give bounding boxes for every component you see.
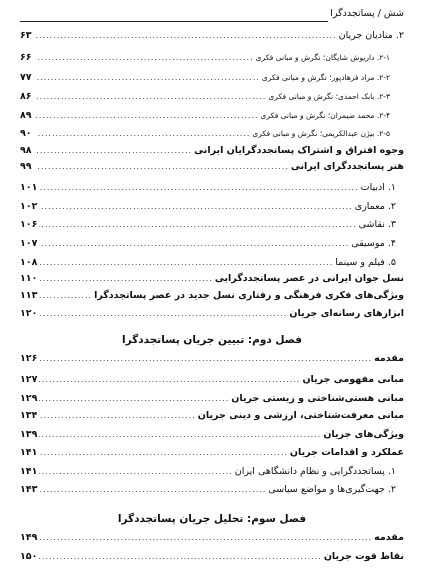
leader-dots xyxy=(36,51,254,65)
toc-entry[interactable] xyxy=(20,90,404,104)
toc-entry-page: ۹۸ xyxy=(20,145,32,156)
toc-entry-title: ۲. جهت‌گیری‌ها و مواضع سیاسی xyxy=(268,484,396,495)
toc-entry[interactable] xyxy=(20,289,404,303)
toc-entry[interactable] xyxy=(20,550,404,564)
leader-dots xyxy=(39,352,372,366)
toc-entry-title: ۲-۳. بابک احمدی؛ نگرش و مبانی فکری xyxy=(268,92,390,101)
toc-entry-page: ۱۲۰ xyxy=(20,308,38,319)
toc-entry-title: وجوه افتراق و اشتراک پساتجددگرایان ایرانی xyxy=(194,145,404,156)
toc-entry-page: ۱۱۰ xyxy=(20,273,38,284)
leader-dots xyxy=(39,237,349,251)
toc-entry-title: ۱. پساتجددگرایی و نظام دانشگاهی ایران xyxy=(234,466,396,477)
leader-dots xyxy=(36,160,289,174)
chapter-heading: فصل دوم: تبیین جریان پساتجددگرا xyxy=(122,334,302,346)
toc-entry-title: نقاط قوت جریان xyxy=(323,551,404,562)
toc-entry[interactable] xyxy=(20,256,404,270)
toc-entry-page: ۱۲۹ xyxy=(20,393,38,404)
leader-dots xyxy=(39,483,266,497)
toc-entry-title: عملکرد و اقدامات جریان xyxy=(289,447,404,458)
toc-entry-page: ۶۶ xyxy=(20,52,32,63)
toc-entry[interactable] xyxy=(20,531,404,545)
toc-entry[interactable] xyxy=(20,392,404,406)
leader-dots xyxy=(39,428,321,442)
toc-entry-title: ابزارهای رسانه‌ای جریان xyxy=(289,308,404,319)
toc-entry[interactable] xyxy=(20,465,404,479)
toc-entry-title: ۴. موسیقی xyxy=(351,238,396,249)
running-header-text: شش / پساتجددگرا xyxy=(330,8,404,19)
toc-entry-title: ۲. معماری xyxy=(354,201,396,212)
toc-entry[interactable] xyxy=(20,218,404,232)
leader-dots xyxy=(39,531,372,545)
leader-dots xyxy=(36,90,266,104)
toc-entry-page: ۹۰ xyxy=(20,128,32,139)
toc-entry-page: ۶۳ xyxy=(20,30,32,41)
leader-dots xyxy=(36,127,250,141)
header-rule xyxy=(20,10,328,22)
toc-entry-title: ۳. نقاشی xyxy=(358,219,396,230)
leader-dots xyxy=(39,272,212,286)
toc-entry-page: ۱۵۰ xyxy=(20,551,38,562)
toc-entry[interactable] xyxy=(20,352,404,366)
toc-entry[interactable] xyxy=(20,307,404,321)
toc-entry[interactable] xyxy=(20,109,404,123)
toc-entry-title: مبانی معرفت‌شناختی، ارزشی و دینی جریان xyxy=(197,410,404,421)
toc-entry[interactable] xyxy=(20,144,404,158)
toc-entry-title: نسل جوان ایرانی در عصر پساتجددگرایی xyxy=(214,273,404,284)
toc-entry-page: ۸۹ xyxy=(20,110,32,121)
leader-dots xyxy=(36,29,337,43)
toc-entry-title: مقدمه xyxy=(374,353,404,364)
toc-entry[interactable] xyxy=(20,446,404,460)
toc-entry-title: ۲-۵. بیژن عبدالکریمی؛ نگرش و مبانی فکری xyxy=(252,129,390,138)
toc-entry[interactable] xyxy=(20,200,404,214)
toc-entry-page: ۱۰۲ xyxy=(20,201,38,212)
toc-entry-page: ۱۴۱ xyxy=(20,466,38,477)
leader-dots xyxy=(36,144,192,158)
toc-entry[interactable] xyxy=(20,181,404,195)
toc-entry-page: ۱۱۳ xyxy=(20,290,38,301)
toc-entry[interactable] xyxy=(20,237,404,251)
toc-entry-page: ۱۲۶ xyxy=(20,353,38,364)
toc-entry[interactable] xyxy=(20,373,404,387)
leader-dots xyxy=(36,109,259,123)
leader-dots xyxy=(39,307,287,321)
toc-entry-page: ۹۹ xyxy=(20,161,32,172)
leader-dots xyxy=(39,289,92,303)
toc-entry-page: ۱۰۸ xyxy=(20,257,38,268)
toc-entry-page: ۱۴۱ xyxy=(20,447,38,458)
leader-dots xyxy=(39,256,333,270)
leader-dots xyxy=(39,550,321,564)
toc-entry-page: ۱۰۱ xyxy=(20,182,38,193)
toc-entry-title: ویژگی‌های جریان xyxy=(323,429,404,440)
toc-entry-title: ۲. منادیان جریان xyxy=(338,30,404,41)
toc-entry[interactable] xyxy=(20,160,404,174)
toc-entry-page: ۷۷ xyxy=(20,72,32,83)
leader-dots xyxy=(39,392,229,406)
toc-entry-page: ۱۳۴ xyxy=(20,410,38,421)
leader-dots xyxy=(39,181,358,195)
toc-entry[interactable] xyxy=(20,127,404,141)
leader-dots xyxy=(39,465,232,479)
toc-entry[interactable] xyxy=(20,483,404,497)
leader-dots xyxy=(39,200,352,214)
toc-entry[interactable] xyxy=(20,409,404,423)
leader-dots xyxy=(39,409,195,423)
toc-entry-page: ۱۰۷ xyxy=(20,238,38,249)
toc-entry[interactable] xyxy=(20,428,404,442)
toc-entry-title: ۱. ادبیات xyxy=(360,182,396,193)
toc-entry[interactable] xyxy=(20,51,404,65)
leader-dots xyxy=(39,218,356,232)
toc-entry-title: ویژگی‌های فکری فرهنگی و رفتاری نسل جدید در عصر پساتجددگرا xyxy=(94,290,404,301)
toc-entry-title: ۲-۱. داریوش شایگان؛ نگرش و مبانی فکری xyxy=(255,53,390,62)
toc-entry-page: ۸۶ xyxy=(20,91,32,102)
toc-entry-page: ۱۴۳ xyxy=(20,484,38,495)
toc-entry-page: ۱۲۷ xyxy=(20,374,38,385)
toc-entry-title: مبانی هستی‌شناختی و زیستی جریان xyxy=(231,393,404,404)
leader-dots xyxy=(39,446,288,460)
toc-entry-page: ۱۴۹ xyxy=(20,532,38,543)
toc-entry-page: ۱۰۶ xyxy=(20,219,38,230)
toc-entry-title: مقدمه xyxy=(374,532,404,543)
toc-entry-title: هنر پساتجددگرای ایرانی xyxy=(290,161,404,172)
toc-entry-page: ۱۳۹ xyxy=(20,429,38,440)
toc-entry[interactable] xyxy=(20,71,404,85)
leader-dots xyxy=(36,71,260,85)
chapter-heading: فصل سوم: تحلیل جریان پساتجددگرا xyxy=(117,513,307,525)
leader-dots xyxy=(39,373,300,387)
toc-entry[interactable] xyxy=(20,29,404,43)
toc-entry-title: ۲-۲. مراد فرهادپور؛ نگرش و مبانی فکری xyxy=(261,73,390,82)
toc-entry-title: ۲-۴. محمد ضیمران؛ نگرش و مبانی فکری xyxy=(260,111,390,120)
toc-entry-title: ۵. فیلم و سینما xyxy=(335,257,396,268)
toc-entry[interactable] xyxy=(20,272,404,286)
running-header xyxy=(20,6,404,22)
toc-entry-title: مبانی مفهومی جریان xyxy=(302,374,404,385)
